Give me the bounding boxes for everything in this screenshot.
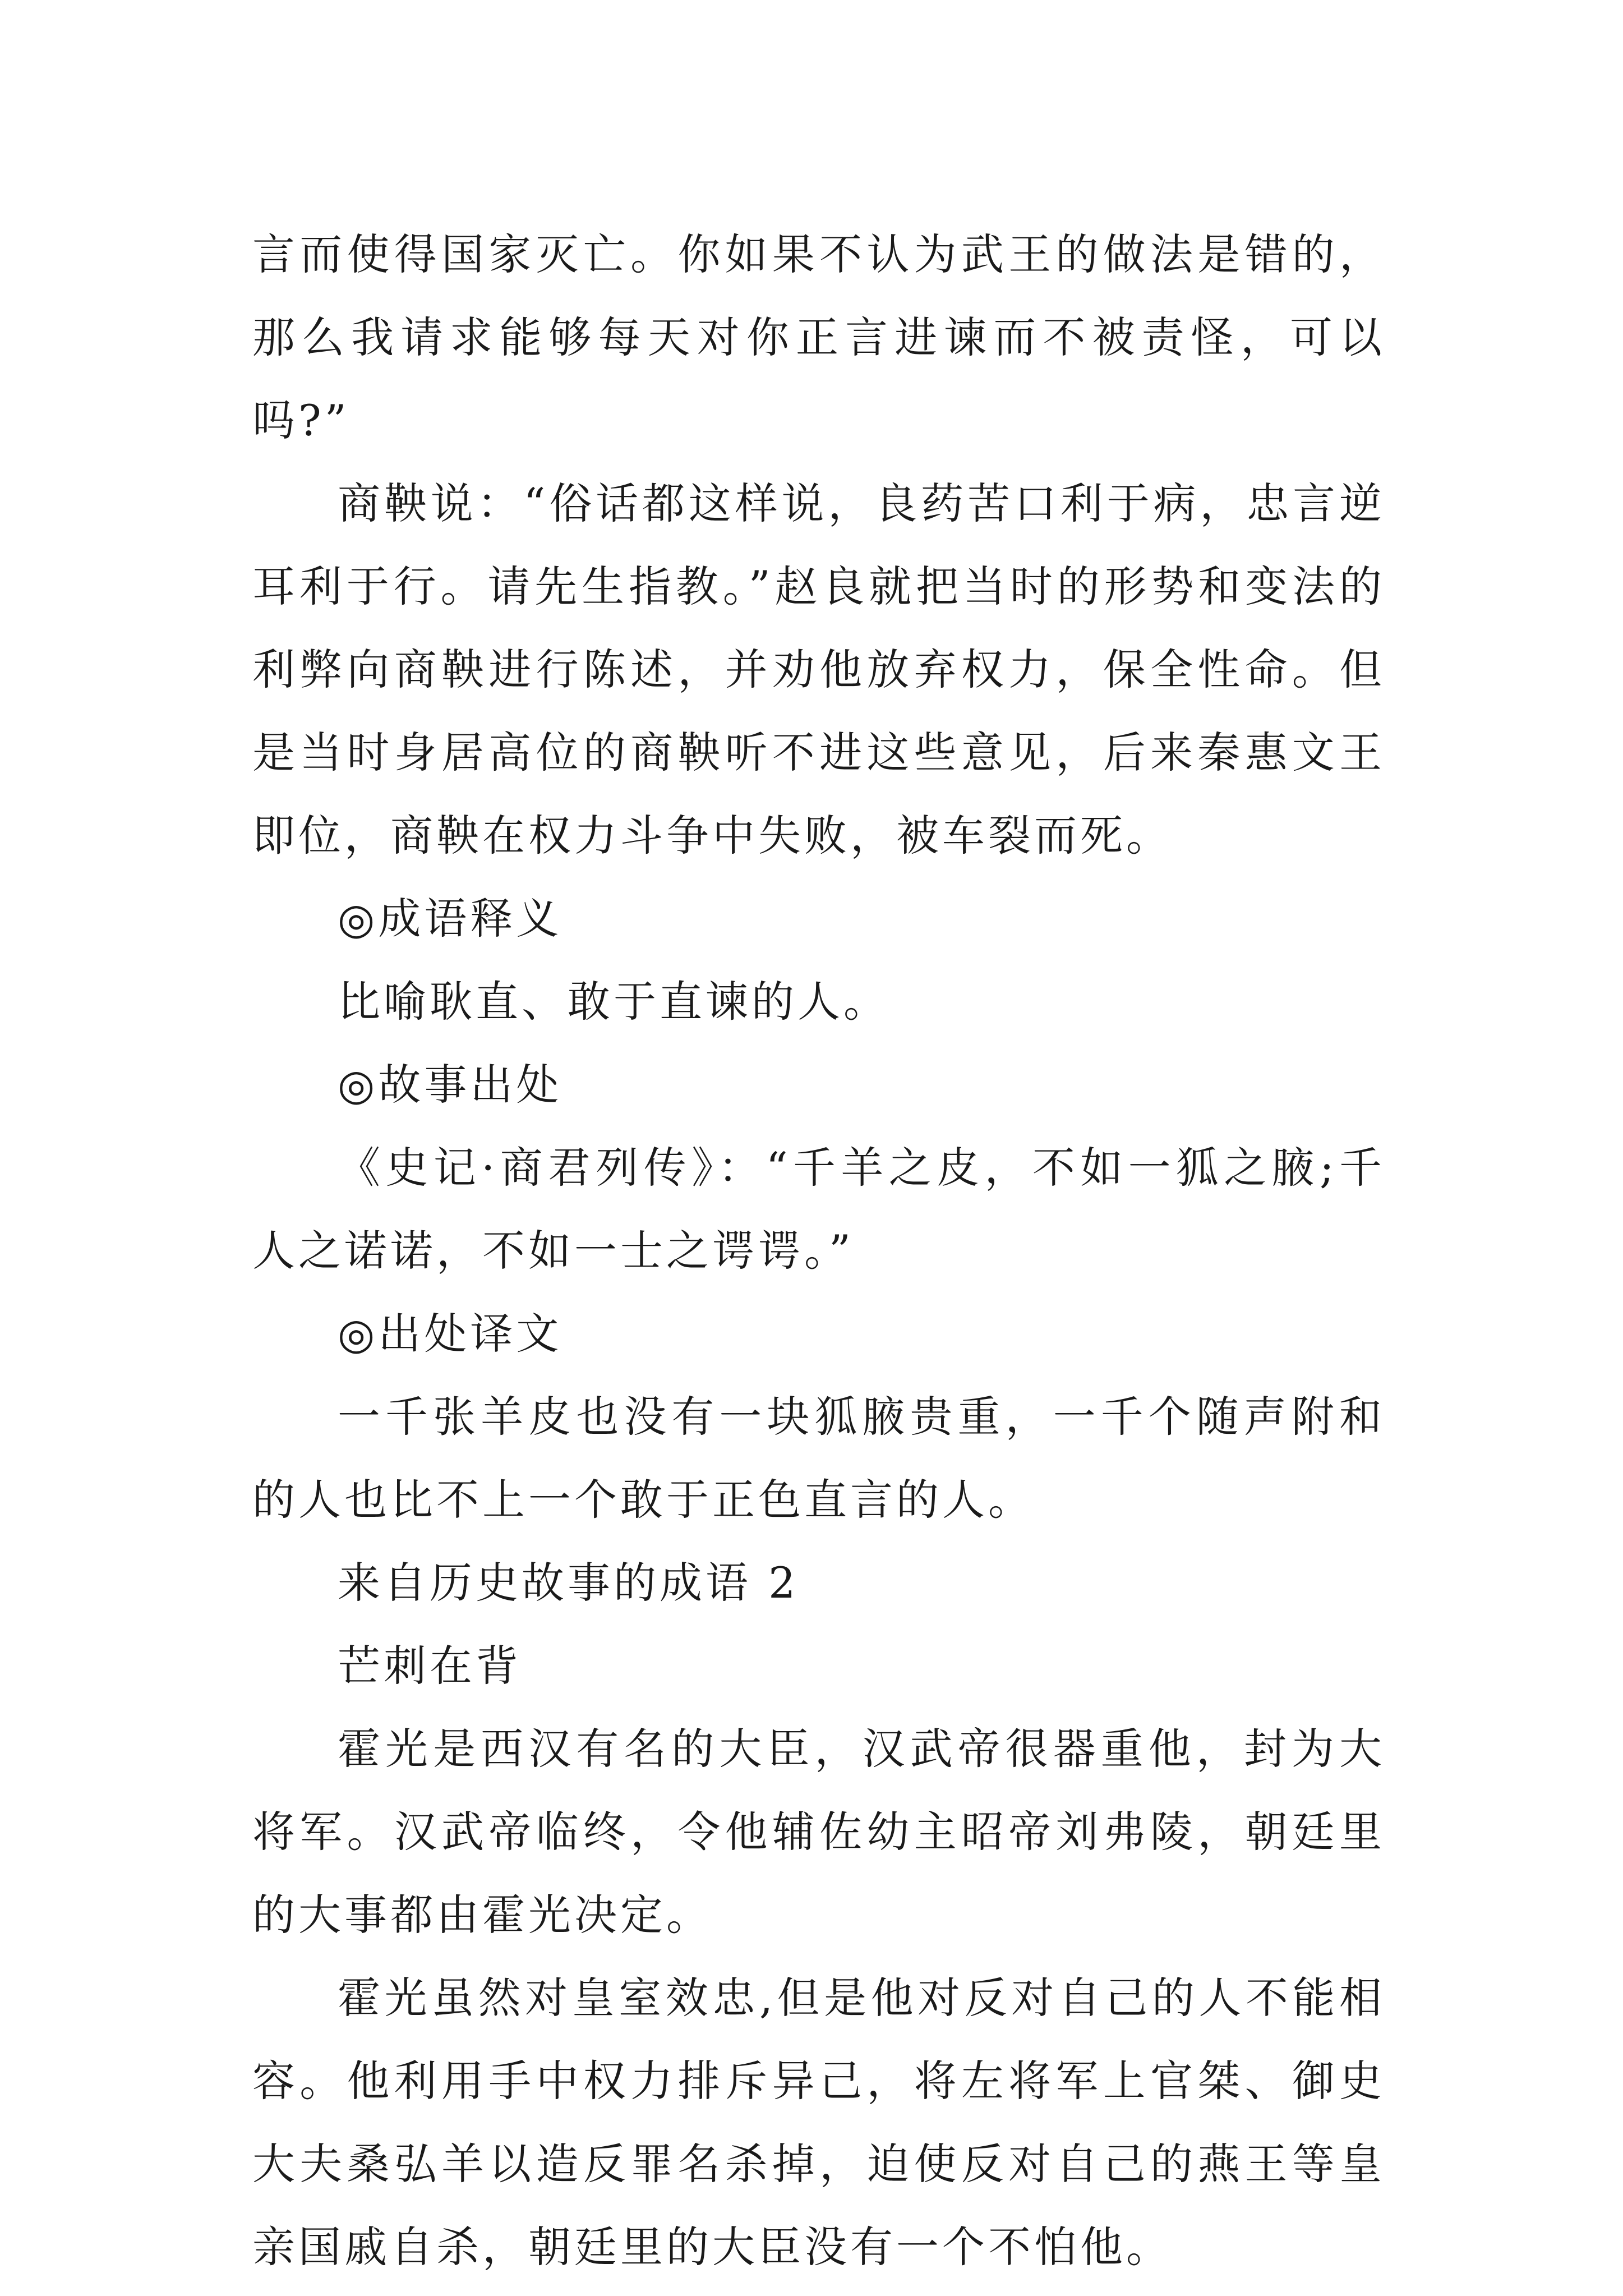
paragraph-story-source: 《史记·商君列传》：“千羊之皮，不如一狐之腋;千人之诺诺，不如一士之谔谔。” [252, 1143, 1385, 1276]
paragraph-continuation: 言而使得国家灭亡。你如果不认为武王的做法是错的，那么我请求能够每天对你正言进谏而不被责怪，可以吗?” [252, 229, 1385, 445]
paragraph-huo-guang-power: 霍光虽然对皇室效忠,但是他对反对自己的人不能相容。他利用手中权力排斥异己，将左将军上官桀、御史大夫桑弘羊以造反罪名杀掉，迫使反对自己的燕王等皇亲国戚自杀，朝廷里的大臣没有一个不怕他。 [252, 1973, 1385, 2272]
section-heading-story-source: ◎故事出处 [338, 1060, 562, 1110]
section-heading-idiom-meaning: ◎成语释义 [338, 894, 562, 944]
paragraph-idiom-meaning: 比喻耿直、敢于直谏的人。 [338, 977, 889, 1027]
section-heading-source-translation: ◎出处译文 [338, 1309, 562, 1359]
idiom-title: 芒刺在背 [338, 1641, 522, 1691]
paragraph-shang-yang-reply: 商鞅说：“俗话都这样说，良药苦口利于病，忠言逆耳利于行。请先生指教。”赵良就把当时的形势和变法的利弊向商鞅进行陈述，并劝他放弃权力，保全性命。但是当时身居高位的商鞅听不进这些意见，后来秦惠文王即位，商鞅在权力斗争中失败，被车裂而死。 [252, 478, 1385, 861]
article-title: 来自历史故事的成语 2 [338, 1558, 799, 1608]
paragraph-source-translation: 一千张羊皮也没有一块狐腋贵重，一千个随声附和的人也比不上一个敢于正色直言的人。 [252, 1392, 1385, 1525]
paragraph-huo-guang-intro: 霍光是西汉有名的大臣，汉武帝很器重他，封为大将军。汉武帝临终，令他辅佐幼主昭帝刘弗陵，朝廷里的大事都由霍光决定。 [252, 1724, 1385, 1940]
document-body [252, 213, 1385, 2289]
